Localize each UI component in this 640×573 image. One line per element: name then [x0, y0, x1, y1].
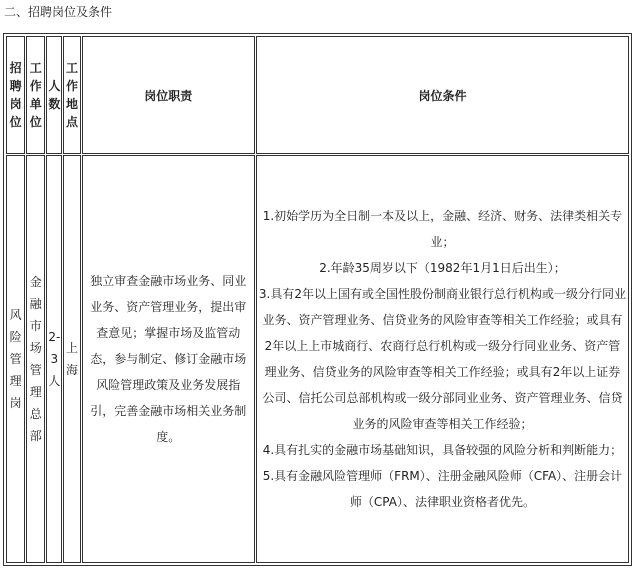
cell-location: 上海 — [63, 155, 80, 563]
cell-duties: 独立审查金融市场业务、同业业务、资产管理业务，提出审查意见；掌握市场及监管动态，参与制定、修订金融市场风险管理政策及业务发展指引，完善金融市场相关业务制度。 — [82, 155, 255, 563]
section-title: 二、招聘岗位及条件 — [4, 5, 113, 19]
header-position: 招聘岗位 — [6, 36, 25, 154]
header-duties: 岗位职责 — [82, 36, 255, 154]
header-count: 人数 — [46, 36, 62, 154]
header-row — [6, 36, 629, 154]
cell-conditions — [256, 155, 629, 563]
header-conditions: 岗位条件 — [256, 36, 629, 154]
cell-unit: 金融市场管理总部 — [26, 155, 45, 563]
cell-count: 2-3人 — [46, 155, 62, 563]
condition-item: 4.具有扎实的金融市场基础知识，具备较强的风险分析和判断能力； — [262, 443, 623, 457]
header-location: 工作地点 — [63, 36, 80, 154]
condition-item: 2.年龄35周岁以下（1982年1月1日后出生）； — [319, 261, 566, 275]
recruitment-table-frame — [3, 33, 632, 566]
table-row — [6, 155, 629, 563]
condition-item: 5.具有金融风险管理师（FRM）、注册金融风险师（CFA）、注册会计师（CPA）、法律职业资格者优先。 — [262, 469, 623, 509]
header-unit: 工作单位 — [26, 36, 45, 154]
condition-item: 3.具有2年以上国有或全国性股份制商业银行总行机构或一级分行同业业务、资产管理业务、信贷业务的风险审查等相关工作经验；或具有2年以上上市城商行、农商行总行机构或一级分行同业业务、资产管理业务、信贷业务的风险审查等相关工作经验；或具有2年以上证券公司、信托公司总部机构或一级分部同业业务、资产管理业务、信贷业务的风险审查等相关工作经验； — [258, 287, 627, 431]
cell-position: 风险管理岗 — [6, 155, 25, 563]
condition-item: 1.初始学历为全日制一本及以上，金融、经济、财务、法律类相关专业； — [262, 209, 623, 249]
recruitment-table — [5, 35, 630, 564]
